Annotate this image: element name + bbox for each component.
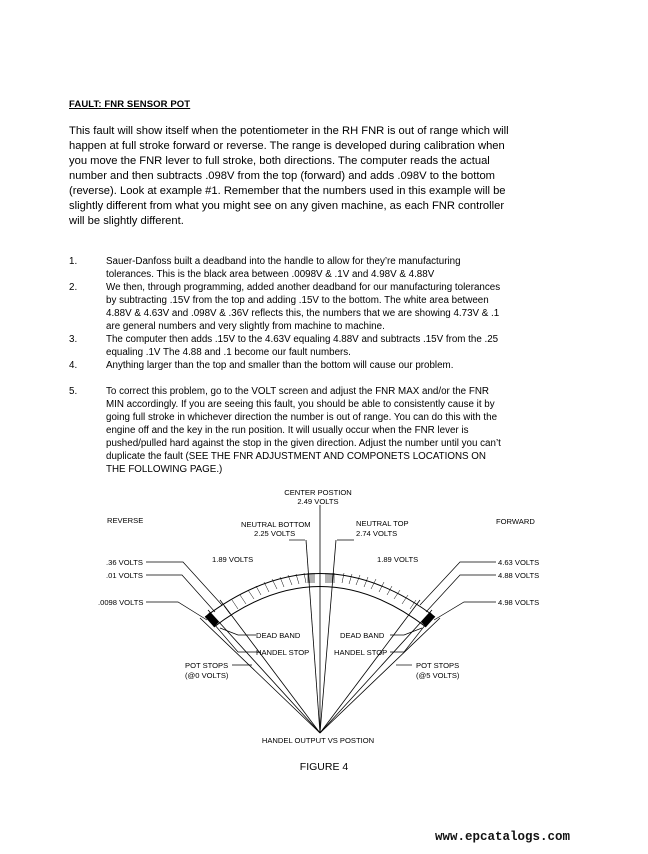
neutral-bottom-volts: 2.25 VOLTS: [254, 529, 296, 538]
list-line: MIN accordingly. If you are seeing this fault, you should be able to consistently cause it by: [106, 399, 495, 410]
intro-line: slightly different from what you might see on any given machine, as each FNR controller: [69, 200, 505, 212]
pot-stops-left-volts: (@0 VOLTS): [185, 671, 229, 680]
list-number: 5.: [69, 386, 78, 397]
dead-band-right-label: DEAD BAND: [340, 631, 385, 640]
pot-stops-right-label: POT STOPS: [416, 661, 460, 670]
list-line: going full stroke in whichever direction the number is out of range. You can do this with the: [106, 412, 498, 423]
list-line: by subtracting .15V from the top and adding .15V to the bottom. The white area between: [106, 295, 489, 306]
list-number: 1.: [69, 256, 78, 267]
right-189-label: 1.89 VOLTS: [377, 555, 419, 564]
list-line: engine off and the key in the run position. It will usually occur when the FNR lever is: [106, 425, 469, 436]
v463-label: 4.63 VOLTS: [498, 558, 540, 567]
intro-line: happen at full stroke forward or reverse. The range is developed during calibration when: [69, 140, 505, 152]
neutral-hatching: [308, 573, 334, 583]
list-line: tolerances. This is the black area between .0098V & .1V and 4.98V & 4.88V: [106, 269, 435, 280]
list-line: Sauer-Danfoss built a deadband into the handle to allow for they’re manufacturing: [106, 256, 461, 267]
fault-heading: FAULT: FNR SENSOR POT: [69, 99, 191, 110]
intro-line: (reverse). Look at example #1. Remember that the numbers used in this example will be: [69, 185, 506, 197]
v00098-label: .0098 VOLTS: [98, 598, 144, 607]
list-number: 2.: [69, 282, 78, 293]
neutral-top-line: [320, 540, 336, 733]
center-volts-label: 2.49 VOLTS: [297, 497, 339, 506]
list-line: We then, through programming, added another deadband for our manufacturing tolerances: [106, 282, 501, 293]
v498-label: 4.98 VOLTS: [498, 598, 540, 607]
center-position-label: CENTER POSTION: [284, 488, 352, 497]
list-line: To correct this problem, go to the VOLT screen and adjust the FNR MAX and/or the FNR: [106, 386, 489, 397]
list-line: THE FOLLOWING PAGE.): [106, 464, 223, 475]
list-number: 3.: [69, 334, 78, 345]
neutral-top-volts: 2.74 VOLTS: [356, 529, 398, 538]
neutral-bottom-label: NEUTRAL BOTTOM: [241, 520, 311, 529]
neutral-bottom-line: [306, 540, 320, 733]
v036-label: .36 VOLTS: [106, 558, 144, 567]
watermark: www.epcatalogs.com: [435, 830, 571, 844]
fan-lines: [200, 505, 440, 733]
list-line: Anything larger than the top and smaller than the bottom will cause our problem.: [106, 360, 454, 371]
fan-line: [220, 600, 320, 733]
figure-caption: FIGURE 4: [299, 761, 349, 773]
intro-line: number and then subtracts .098V from the top (forward) and adds .098V to the bottom: [69, 170, 495, 182]
neutral-top-label: NEUTRAL TOP: [356, 519, 409, 528]
list-number: 4.: [69, 360, 78, 371]
list-line: are general numbers and very slightly from machine to machine.: [106, 321, 385, 332]
fan-line: [320, 600, 420, 733]
dead-band-left-label: DEAD BAND: [256, 631, 301, 640]
intro-line: you move the FNR lever to full stroke, both directions. The computer reads the actual: [69, 155, 490, 167]
intro-line: will be slightly different.: [69, 215, 184, 227]
v488-label: 4.88 VOLTS: [498, 571, 540, 580]
list-line: pushed/pulled hard against the stop in the given direction. Adjust the number until you can’t: [106, 438, 501, 449]
left-189-label: 1.89 VOLTS: [212, 555, 254, 564]
handel-stop-right-label: HANDEL STOP: [334, 648, 388, 657]
v001-label: .01 VOLTS: [106, 571, 144, 580]
list-line: The computer then adds .15V to the 4.63V equaling 4.88V and subtracts .15V from the .25: [106, 334, 499, 345]
handel-stop-left-label: HANDEL STOP: [256, 648, 310, 657]
list-line: equaling .1V The 4.88 and .1 become our fault numbers.: [106, 347, 351, 358]
forward-label: FORWARD: [496, 517, 535, 526]
list-line: 4.88V & 4.63V and .098V & .36V reflects this, the numbers that we are showing 4.73V & .1: [106, 308, 500, 319]
pot-stops-right-volts: (@5 VOLTS): [416, 671, 460, 680]
leader-lines: [146, 540, 496, 665]
reverse-label: REVERSE: [107, 516, 144, 525]
list-line: duplicate the fault (SEE THE FNR ADJUSTMENT AND COMPONETS LOCATIONS ON: [106, 451, 486, 462]
intro-line: This fault will show itself when the potentiometer in the RH FNR is out of range which will: [69, 125, 509, 137]
bottom-caption: HANDEL OUTPUT VS POSTION: [261, 736, 375, 745]
pot-stops-left-label: POT STOPS: [185, 661, 229, 670]
